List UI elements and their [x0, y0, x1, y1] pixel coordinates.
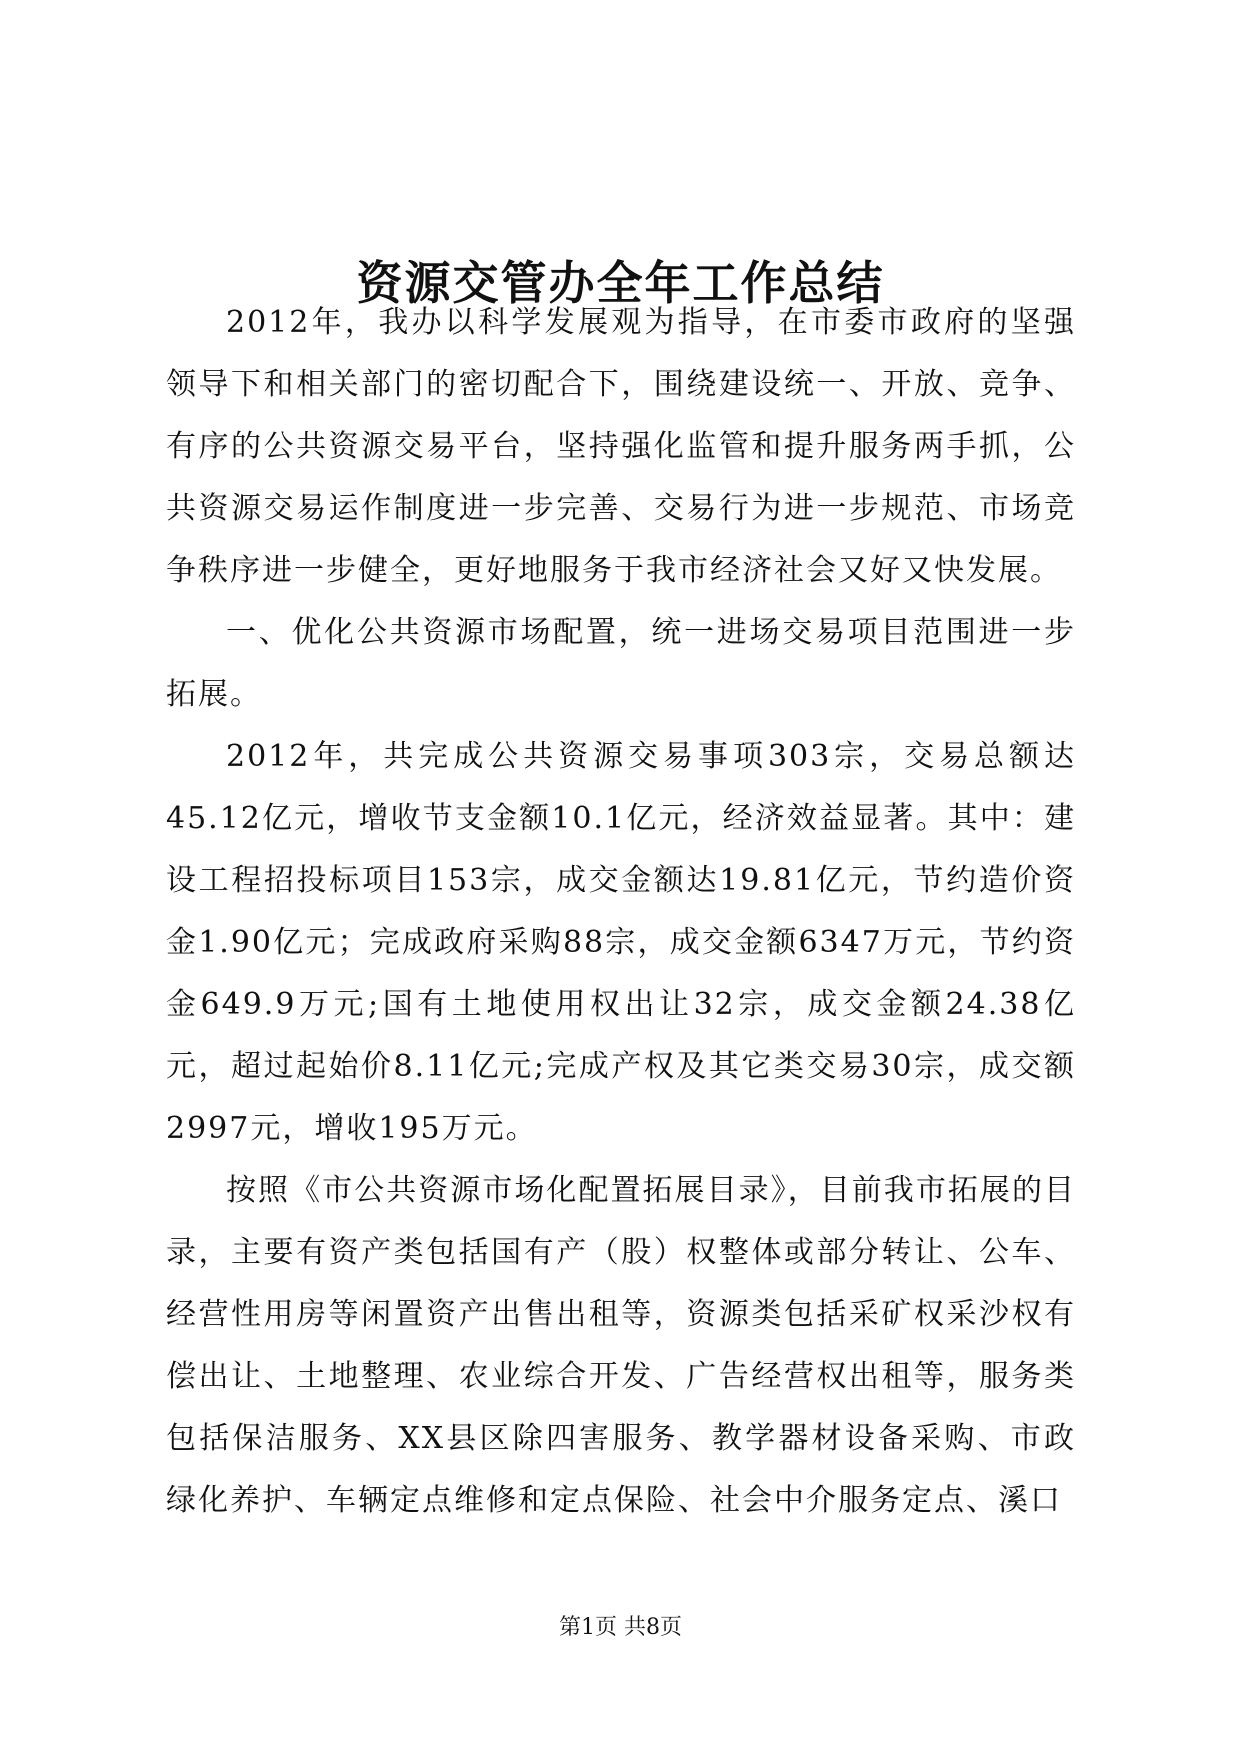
document-body	[166, 292, 1076, 1532]
paragraph-section-heading: 一、优化公共资源市场配置，统一进场交易项目范围进一步拓展。	[166, 615, 1076, 712]
paragraph-statistics: 2012年，共完成公共资源交易事项303宗，交易总额达45.12亿元，增收节支金额10.1亿元，经济效益显著。其中：建设工程招投标项目153宗，成交金额达19.81亿元，节约造价资金1.90亿元；完成政府采购88宗，成交金额6347万元，节约资金649.9万元;国有土地使用权出让32宗，成交金额24.38亿元，超过起始价8.11亿元;完成产权及其它类交易30宗，成交额2997元，增收195万元。	[166, 739, 1076, 1146]
page-footer: 第1页 共8页	[559, 1615, 682, 1640]
paragraph-catalog: 按照《市公共资源市场化配置拓展目录》，目前我市拓展的目录，主要有资产类包括国有产（股）权整体或部分转让、公车、经营性用房等闲置资产出售出租等，资源类包括采矿权采沙权有偿出让、土地整理、农业综合开发、广告经营权出租等，服务类包括保洁服务、XX县区除四害服务、教学器材设备采购、市政绿化养护、车辆定点维修和定点保险、社会中介服务定点、溪口	[166, 1173, 1076, 1518]
paragraph-intro: 2012年，我办以科学发展观为指导，在市委市政府的坚强领导下和相关部门的密切配合下，围绕建设统一、开放、竞争、有序的公共资源交易平台，坚持强化监管和提升服务两手抓，公共资源交易运作制度进一步完善、交易行为进一步规范、市场竞争秩序进一步健全，更好地服务于我市经济社会又好又快发展。	[166, 305, 1076, 588]
document-title: 资源交管办全年工作总结	[356, 255, 885, 310]
